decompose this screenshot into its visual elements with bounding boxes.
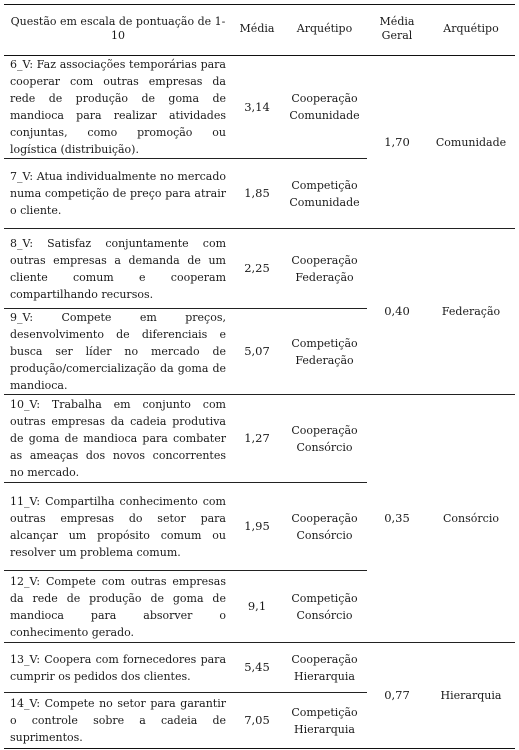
table-row <box>4 56 515 159</box>
overall-archetype-cell: Consórcio <box>427 395 515 643</box>
mean-cell: 1,85 <box>244 186 270 200</box>
mean-cell: 9,1 <box>247 599 267 613</box>
archetype-name: Consórcio <box>296 608 353 622</box>
relation-type: Cooperação <box>291 423 358 437</box>
mean-cell: 5,45 <box>244 660 270 674</box>
question-cell: 9_V: Compete em preços, desenvolvimento de diferenciais e busca ser líder no mercado de produção/comercialização da goma de mandioca. <box>4 309 232 395</box>
archetype-cell <box>282 693 367 749</box>
table-header <box>4 5 515 56</box>
mean-cell: 5,07 <box>232 309 282 395</box>
archetype-name: Comunidade <box>289 109 360 122</box>
archetype-name: Federação <box>295 270 354 284</box>
mean-cell: 1,27 <box>244 431 270 445</box>
relation-type: Competição <box>291 705 358 719</box>
archetype-cell <box>282 483 367 571</box>
mean-cell: 3,14 <box>244 99 270 114</box>
relation-type: Cooperação <box>291 652 358 666</box>
header-overall-archetype: Arquétipo <box>443 22 499 35</box>
overall-mean-cell: 0,77 <box>384 688 410 702</box>
archetype-name: Consórcio <box>296 440 353 454</box>
header-row <box>4 5 515 56</box>
table-row <box>4 229 515 309</box>
archetype-cell <box>282 309 367 395</box>
question-cell: 13_V: Coopera com fornecedores para cumprir os pedidos dos clientes. <box>10 652 226 683</box>
archetype-name: Comunidade <box>289 195 360 209</box>
overall-archetype-cell: Federação <box>427 229 515 395</box>
relation-type: Competição <box>291 178 358 192</box>
archetype-cell <box>282 159 367 229</box>
overall-archetype-cell: Comunidade <box>435 135 507 149</box>
archetype-name: Consórcio <box>296 528 353 542</box>
archetype-cell <box>282 395 367 483</box>
relation-type: Cooperação <box>291 253 358 267</box>
overall-archetype-cell: Hierarquia <box>440 689 502 702</box>
question-cell: 10_V: Trabalha em conjunto com outras empresas da cadeia produtiva de goma de mandioca para combater as ameaças dos novos concorrentes no mercado. <box>10 398 226 479</box>
header-overall-mean: Média Geral <box>379 15 415 42</box>
relation-type: Cooperação <box>291 511 358 525</box>
archetype-name: Hierarquia <box>294 669 355 683</box>
question-cell: 12_V: Compete com outras empresas da rede de produção de goma de mandioca para absorver o conhecimento gerado. <box>10 574 226 639</box>
archetype-cell <box>282 571 367 643</box>
header-question: Questão em escala de pontuação de 1-10 <box>10 15 226 42</box>
relation-type: Cooperação <box>291 92 358 105</box>
table-row <box>4 643 515 693</box>
mean-cell: 7,05 <box>232 693 282 749</box>
table-row <box>4 395 515 483</box>
archetype-name: Federação <box>295 353 354 367</box>
question-cell: 8_V: Satisfaz conjuntamente com outras empresas a demanda de um cliente comum e cooperam compartilhando recursos. <box>10 236 226 301</box>
archetype-cell <box>282 229 367 309</box>
archetype-name: Hierarquia <box>294 722 355 736</box>
question-cell: 11_V: Compartilha conhecimento com outras empresas do setor para alcançar um propósito comum ou resolver um problema comum. <box>10 494 226 559</box>
question-cell: 7_V: Atua individualmente no mercado numa competição de preço para atrair o cliente. <box>10 170 226 217</box>
table-body <box>4 56 515 749</box>
overall-mean-cell: 0,35 <box>367 395 427 643</box>
header-mean: Média <box>239 22 275 35</box>
archetype-cell <box>282 56 367 159</box>
relation-type: Competição <box>291 336 358 350</box>
archetype-results-table <box>4 4 515 749</box>
header-archetype: Arquétipo <box>296 22 353 35</box>
overall-mean-cell: 1,70 <box>384 134 410 149</box>
archetype-cell <box>282 643 367 693</box>
question-cell: 14_V: Compete no setor para garantir o controle sobre a cadeia de suprimentos. <box>4 693 232 749</box>
relation-type: Competição <box>291 591 358 605</box>
mean-cell: 2,25 <box>244 261 270 275</box>
overall-mean-cell: 0,40 <box>367 229 427 395</box>
mean-cell: 1,95 <box>244 519 270 533</box>
question-cell: 6_V: Faz associações temporárias para cooperar com outras empresas da rede de produção de goma de mandioca para realizar atividades conjuntas, como promoção ou logística (distribuição). <box>10 58 226 156</box>
